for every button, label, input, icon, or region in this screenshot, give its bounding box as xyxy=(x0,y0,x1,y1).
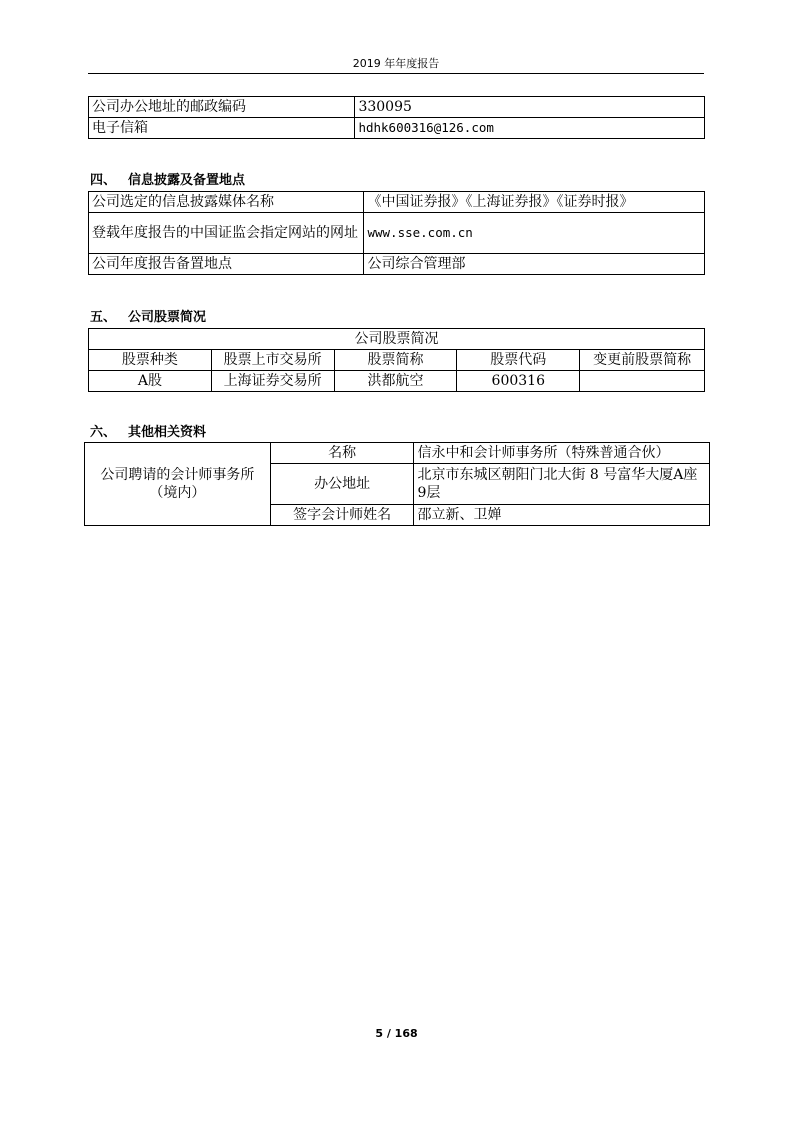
column-header: 股票代码 xyxy=(457,350,580,371)
section6-number: 六、 xyxy=(90,425,117,440)
website-label: 登载年度报告的中国证监会指定网站的网址 xyxy=(89,213,364,254)
media-label: 公司选定的信息披露媒体名称 xyxy=(89,192,364,213)
firm-name-value: 信永中和会计师事务所（特殊普通合伙） xyxy=(414,443,710,464)
table-row xyxy=(89,329,705,350)
signing-accountant-value: 邵立新、卫婵 xyxy=(414,505,710,526)
report-location-value: 公司综合管理部 xyxy=(364,254,705,275)
office-address-value: 北京市东城区朝阳门北大街 8 号富华大厦A座9层 xyxy=(414,464,710,505)
email-label: 电子信箱 xyxy=(89,118,355,139)
office-address-label: 办公地址 xyxy=(270,464,414,505)
section5-heading xyxy=(90,306,206,325)
website-value: www.sse.com.cn xyxy=(364,213,705,254)
column-header: 股票种类 xyxy=(89,350,212,371)
postal-code-value: 330095 xyxy=(355,97,705,118)
header-divider xyxy=(88,73,704,74)
section6-heading xyxy=(90,421,206,440)
media-value: 《中国证券报》《上海证券报》《证券时报》 xyxy=(364,192,705,213)
table-row xyxy=(85,443,710,464)
section4-heading xyxy=(90,169,245,188)
stock-table xyxy=(88,328,705,392)
table-row xyxy=(89,213,705,254)
exchange-cell: 上海证券交易所 xyxy=(211,371,334,392)
firm-name-label: 名称 xyxy=(270,443,414,464)
stock-type-cell: A股 xyxy=(89,371,212,392)
column-header: 股票上市交易所 xyxy=(211,350,334,371)
stock-abbr-cell: 洪都航空 xyxy=(334,371,457,392)
page-header-title: 2019 年年度报告 xyxy=(352,57,440,70)
column-header: 股票简称 xyxy=(334,350,457,371)
stock-code-cell: 600316 xyxy=(457,371,580,392)
table-header-row xyxy=(89,350,705,371)
report-location-label: 公司年度报告备置地点 xyxy=(89,254,364,275)
section6-title: 其他相关资料 xyxy=(128,425,207,440)
column-header: 变更前股票简称 xyxy=(580,350,705,371)
disclosure-table xyxy=(88,191,705,275)
section5-title: 公司股票简况 xyxy=(128,310,207,325)
table-row xyxy=(89,118,705,139)
stock-table-title: 公司股票简况 xyxy=(89,329,705,350)
table-row xyxy=(89,254,705,275)
accounting-firm-table xyxy=(84,442,710,526)
section5-number: 五、 xyxy=(90,310,117,325)
page-number: 5 / 168 xyxy=(375,1027,418,1040)
contact-info-table xyxy=(88,96,705,139)
email-value: hdhk600316@126.com xyxy=(355,118,705,139)
postal-code-label: 公司办公地址的邮政编码 xyxy=(89,97,355,118)
accounting-firm-group-label: 公司聘请的会计师事务所（境内） xyxy=(85,443,271,526)
section4-number: 四、 xyxy=(90,173,117,188)
section4-title: 信息披露及备置地点 xyxy=(128,173,246,188)
former-abbr-cell xyxy=(580,371,705,392)
table-row xyxy=(89,97,705,118)
table-row xyxy=(89,192,705,213)
signing-accountant-label: 签字会计师姓名 xyxy=(270,505,414,526)
table-row xyxy=(89,371,705,392)
